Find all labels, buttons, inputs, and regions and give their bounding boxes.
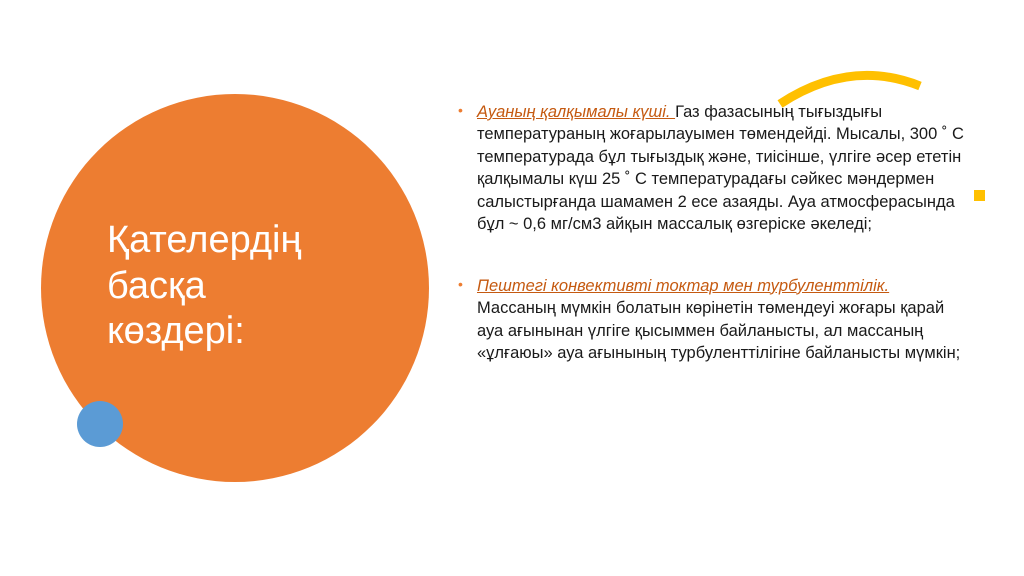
bullet-list (458, 101, 968, 403)
bullet-item (458, 275, 968, 365)
bullet-lead: Пештегі конвективті токтар мен турбуленттілік. (477, 276, 890, 295)
bullet-icon: • (458, 102, 463, 118)
bullet-text: Газ фазасының тығыздығы температураның жоғарылауымен төмендейді. Мысалы, 300 ˚ С температурада бұл тығыздық және, тиісінше, үлгіге әсер ететін қалқымалы күш 25 ˚ С температурадағы сәйкес мәндермен салыстырғанда шамамен 2 есе азаяды. Ауа атмосферасында бұл ~ 0,6 мг/см3 айқын массалық өзгеріске әкеледі; (477, 103, 964, 234)
blue-dot-decoration (77, 401, 123, 447)
slide-title (107, 218, 407, 355)
gold-square-decoration (974, 190, 985, 201)
title-line: басқа (107, 264, 206, 307)
title-line: Қателердің (107, 219, 302, 261)
bullet-item (458, 101, 968, 236)
title-line: көздері: (107, 310, 245, 353)
bullet-text: Массаның мүмкін болатын көрінетін төмендеуі жоғары қарай ауа ағынынан үлгіге қысыммен байланысты, ал массаның «ұлғаюы» ауа ағынының турбуленттілігіне байланысты мүмкін; (477, 299, 961, 362)
bullet-lead: Ауаның қалқымалы күші. (477, 103, 676, 121)
bullet-icon: • (458, 275, 463, 292)
